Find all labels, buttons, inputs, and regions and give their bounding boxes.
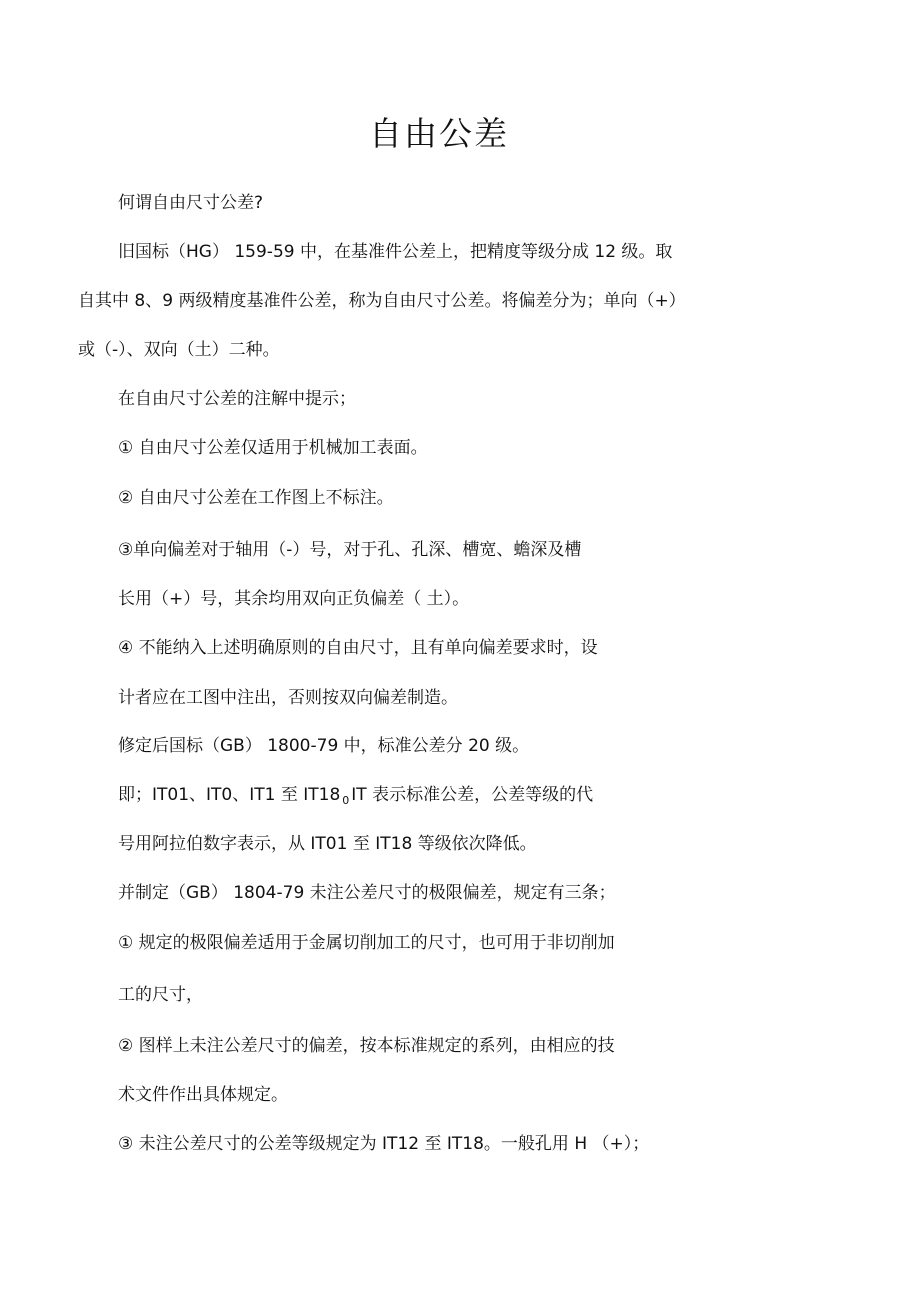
- it-grades-text-before: 即；IT01、IT0、IT1 至 IT18: [118, 785, 341, 805]
- text-line-rule-3: ③ 未注公差尺寸的公差等级规定为 IT12 至 IT18。一般孔用 H （+）；: [118, 1134, 650, 1154]
- it-grades-subscript: 0: [342, 794, 350, 807]
- text-line-it-grades: [118, 783, 593, 809]
- text-line-rule-2b: 术文件作出具体规定。: [118, 1085, 288, 1105]
- text-line-gb-1804: 并制定（GB） 1804-79 未注公差尺寸的极限偏差，规定有三条；: [118, 883, 616, 903]
- text-line-note-4b: 计者应在工图中注出，否则按双向偏差制造。: [118, 688, 458, 708]
- text-line-grade-order: 号用阿拉伯数字表示，从 IT01 至 IT18 等级依次降低。: [118, 834, 537, 854]
- page-title: 自由公差: [369, 114, 509, 153]
- text-line-rule-2a: ② 图样上未注公差尺寸的偏差，按本标准规定的系列，由相应的技: [118, 1036, 615, 1056]
- text-line-rule-1b: 工的尺寸，: [118, 985, 203, 1005]
- text-line-rule-1a: ① 规定的极限偏差适用于金属切削加工的尺寸，也可用于非切削加: [118, 933, 615, 953]
- text-line-notes-intro: 在自由尺寸公差的注解中提示；: [118, 389, 356, 409]
- text-line-deviation-types: 或（-）、双向（土）二种。: [78, 340, 280, 360]
- text-line-note-4a: ④ 不能纳入上述明确原则的自由尺寸，且有单向偏差要求时，设: [118, 638, 598, 658]
- text-line-definition: 自其中 8、9 两级精度基准件公差，称为自由尺寸公差。将偏差分为；单向（+）: [78, 291, 686, 311]
- it-grades-text-after: IT 表示标准公差，公差等级的代: [351, 785, 594, 805]
- text-line-note-3a: ③单向偏差对于轴用（-）号，对于孔、孔深、槽宽、蟾深及槽: [118, 540, 582, 560]
- text-line-old-standard: 旧国标（HG） 159-59 中，在基准件公差上，把精度等级分成 12 级。取: [118, 242, 673, 262]
- text-line-revised-standard: 修定后国标（GB） 1800-79 中，标准公差分 20 级。: [118, 736, 530, 756]
- text-line-question: 何谓自由尺寸公差?: [118, 193, 264, 213]
- text-line-note-2: ② 自由尺寸公差在工作图上不标注。: [118, 488, 394, 508]
- text-line-note-1: ① 自由尺寸公差仅适用于机械加工表面。: [118, 438, 428, 458]
- text-line-note-3b: 长用（+）号，其余均用双向正负偏差（ 土）。: [118, 589, 470, 609]
